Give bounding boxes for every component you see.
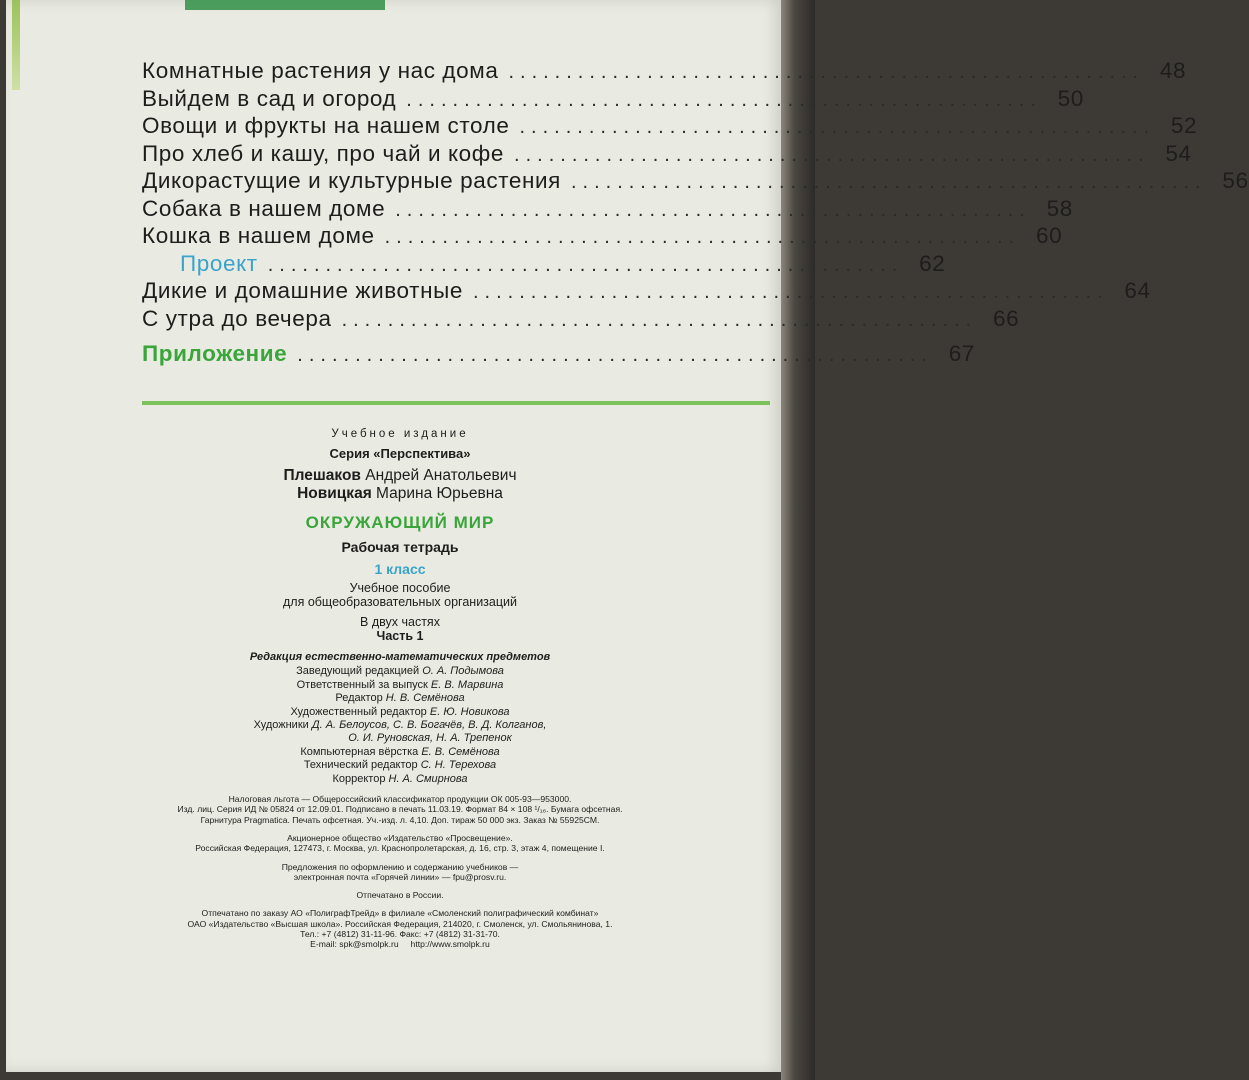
toc-entry-label: Выйдем в сад и огород — [142, 85, 397, 111]
credit-line: Редактор Н. В. Семёнова — [335, 692, 465, 705]
toc-entry-appendix — [142, 341, 975, 369]
toc-leader-dots: ....................................................... — [395, 198, 1031, 221]
top-green-strip — [185, 0, 385, 10]
toc-entry-label: Проект — [180, 250, 258, 276]
fine-print-line: ОАО «Издательство «Высшая школа». Российская Федерация, 214020, г. Смоленск, ул. Смольянинова, 1. — [187, 918, 613, 929]
section-divider — [142, 401, 770, 405]
toc-entry — [142, 85, 1084, 114]
purpose-line: Учебное пособие — [349, 581, 451, 595]
toc-entry-page: 62 — [919, 250, 946, 276]
editorial-board: Редакция естественно-математических предметов — [249, 651, 551, 663]
series-name: Серия «Перспектива» — [329, 446, 471, 461]
toc-entry-page: 66 — [992, 305, 1020, 331]
fine-print-line: Налоговая льгота — Общероссийский классификатор продукции ОК 005-93—953000. — [228, 794, 572, 805]
part-line: Часть 1 — [376, 629, 424, 643]
toc-entry-page: 52 — [1170, 113, 1198, 138]
toc-leader-dots: ....................................................... — [508, 61, 1145, 83]
edition-type: Учебное издание — [331, 428, 469, 440]
toc-entry-label: Приложение — [142, 341, 288, 366]
toc-leader-dots: ....................................................... — [514, 143, 1150, 166]
fine-print-line: Предложения по оформлению и содержанию учебников — — [281, 861, 519, 872]
fine-print-line: Отпечатано в России. — [356, 890, 444, 901]
toc-entry-page: 50 — [1057, 85, 1084, 111]
toc-entry-page: 64 — [1124, 278, 1151, 303]
toc-leader-dots: ....................................................... — [384, 226, 1021, 248]
book-subtitle: Рабочая тетрадь — [341, 539, 459, 555]
toc-entry — [142, 278, 1151, 306]
fine-print-line: Изд. лиц. Серия ИД № 05824 от 12.09.01. Подписано в печать 11.03.19. Формат 84 × 108 ¹/₁₆. Бумага офсетная. — [177, 804, 623, 815]
credits — [120, 651, 680, 786]
toc-entry-label: Дикорастущие и культурные растения — [142, 168, 561, 193]
toc-entry — [142, 305, 1020, 334]
author-last-name: Новицкая — [297, 485, 372, 502]
toc-entry-page: 48 — [1159, 58, 1187, 83]
toc-leader-dots: ....................................................... — [297, 344, 933, 366]
toc-leader-dots: ....................................................... — [341, 308, 978, 331]
toc-entry-label: Про хлеб и кашу, про чай и кофе — [142, 140, 505, 166]
author-first-name: Марина Юрьевна — [376, 485, 503, 502]
toc-entry-label: С утра до вечера — [142, 305, 332, 331]
credit-line: Заведующий редакцией О. А. Подымова — [296, 665, 504, 678]
toc-leader-dots: ....................................................... — [519, 116, 1156, 138]
toc-entry — [142, 168, 1249, 196]
toc-entry-label: Овощи и фрукты на нашем столе — [142, 113, 510, 138]
credit-line: Технический редактор С. Н. Терехова — [303, 759, 497, 772]
fine-print-line: Тел.: +7 (4812) 31-11-96. Факс: +7 (4812) 31-31-70. — [300, 929, 500, 940]
toc-entry-page: 67 — [948, 341, 975, 366]
fine-print-line: Отпечатано по заказу АО «ПолиграфТрейд» в филиале «Смоленский полиграфический комбинат» — [201, 908, 599, 919]
fine-print-line: E-mail: spk@smolpk.ru http://www.smolpk.ru — [310, 939, 490, 950]
toc-entry-page: 60 — [1036, 223, 1063, 248]
author-last-name: Плешаков — [283, 467, 361, 484]
toc-entry-label: Кошка в нашем доме — [142, 223, 375, 248]
fine-print-line: электронная почта «Горячей линии» — fpu@prosv.ru. — [293, 871, 507, 882]
toc-entry-page: 56 — [1222, 168, 1249, 193]
toc-leader-dots: ....................................................... — [267, 253, 904, 276]
toc-entry-label: Собака в нашем доме — [142, 195, 386, 221]
book-title: ОКРУЖАЮЩИЙ МИР — [305, 513, 495, 532]
parts-line: В двух частях — [360, 615, 440, 629]
page-color-mark — [12, 0, 20, 90]
toc-entry — [142, 140, 1192, 169]
credit-line: Компьютерная вёрстка Е. В. Семёнова — [300, 745, 500, 758]
toc-leader-dots: ....................................................... — [570, 171, 1207, 193]
credit-line: Корректор Н. А. Смирнова — [332, 772, 468, 785]
toc-entry-project — [142, 250, 946, 279]
fine-print-line: Акционерное общество «Издательство «Просвещение». — [287, 832, 513, 843]
purpose-line: для общеобразовательных организаций — [282, 595, 517, 609]
toc-leader-dots: ....................................................... — [473, 281, 1109, 303]
toc-entry-label: Дикие и домашние животные — [142, 278, 463, 303]
fine-print-line: Гарнитура Pragmatica. Печать офсетная. Уч.-изд. л. 4,10. Доп. тираж 50 000 экз. Заказ № 55925СМ. — [200, 814, 600, 825]
toc-entry — [142, 223, 1063, 251]
author-first-name: Андрей Анатольевич — [365, 467, 517, 484]
toc-entry-page: 54 — [1165, 140, 1192, 166]
credit-line: О. И. Руновская, Н. А. Трепенок — [348, 732, 512, 745]
toc-entry-page: 58 — [1046, 195, 1073, 221]
toc-entry — [142, 113, 1198, 141]
table-of-contents — [142, 58, 1249, 369]
credit-line: Художники Д. А. Белоусов, С. В. Богачёв, В. Д. Колганов, — [253, 719, 547, 732]
toc-entry — [142, 195, 1073, 224]
credit-line: Художественный редактор Е. Ю. Новикова — [290, 705, 510, 718]
fine-print-line: Российская Федерация, 127473, г. Москва, ул. Краснопролетарская, д. 16, стр. 3, этаж 4, помещение I. — [195, 843, 605, 854]
credit-line: Ответственный за выпуск Е. В. Марвина — [296, 678, 504, 691]
author-line — [120, 485, 680, 503]
imprint-block — [120, 428, 680, 950]
toc-entry — [142, 58, 1187, 86]
toc-leader-dots: ....................................................... — [406, 88, 1042, 111]
author-line — [120, 467, 680, 485]
publication-details — [120, 794, 680, 950]
grade-label: 1 класс — [374, 561, 426, 577]
toc-entry-label: Комнатные растения у нас дома — [142, 58, 499, 83]
